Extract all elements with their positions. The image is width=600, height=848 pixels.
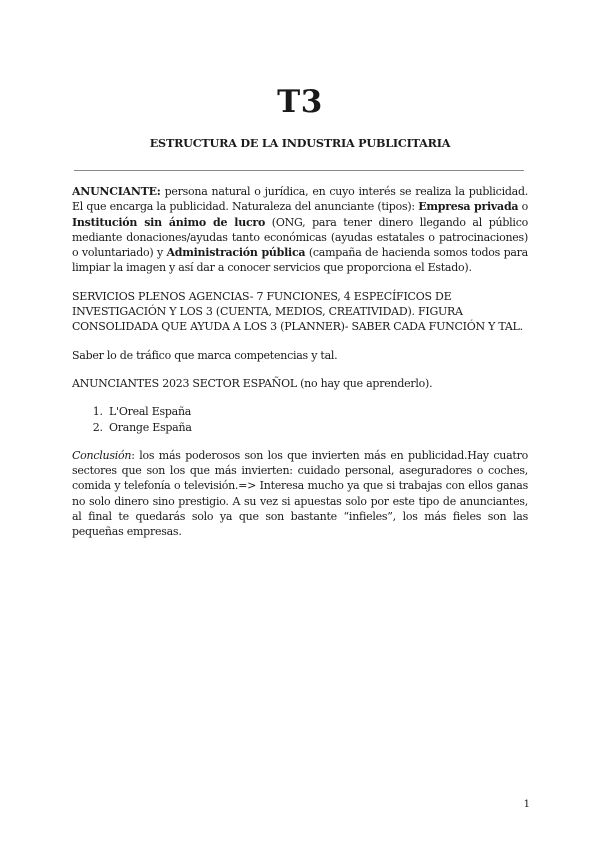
anunciante-type-empresa: Empresa privada xyxy=(418,200,519,214)
anunciantes-2023-heading: ANUNCIANTES 2023 SECTOR ESPAÑOL (no hay que aprenderlo). xyxy=(72,376,433,390)
anunciante-text-1: persona natural o jurídica, en cuyo interés se realiza la publicidad. El que encarga la publicidad. Naturaleza del anunciante (tipos): xyxy=(72,185,528,214)
page-title: T3 xyxy=(277,84,323,120)
anunciante-text-2: (ONG, para tener dinero llegando al público mediante donaciones/ayudas tanto económicas (ayudas estatales o patrocinaciones) o voluntariado) y xyxy=(72,215,528,260)
conclusion-label: Conclusión xyxy=(72,448,132,462)
anunciantes-list xyxy=(72,404,528,435)
document-body xyxy=(72,184,528,553)
list-item: 2. Orange España xyxy=(106,420,528,435)
servicios-paragraph: SERVICIOS PLENOS AGENCIAS- 7 FUNCIONES, 4 ESPECÍFICOS DE INVESTIGACIÓN Y LOS 3 (CUENTA, MEDIOS, CREATIVIDAD). FIGURA CONSOLIDADA QUE AYUDA A LOS 3 (PLANNER)- SABER CADA FUNCIÓN Y TAL. xyxy=(72,289,523,334)
page-number: 1 xyxy=(523,799,530,810)
conclusion-text: : los más poderosos son los que invierten más en publicidad.Hay cuatro sectores que son los que más invierten: cuidado personal, aseguradores o coches, comida y telefonía o televisión.=> Interesa mucho ya que si trabajas con ellos ganas no solo dinero sino prestigio. A su vez si apuestas solo por este tipo de anunciantes, al final te quedarás solo ya que son bastante “infieles”, los más fieles son las pequeñas empresas. xyxy=(72,448,528,539)
anunciante-term: ANUNCIANTE: xyxy=(72,185,161,198)
page-subtitle: ESTRUCTURA DE LA INDUSTRIA PUBLICITARIA xyxy=(149,136,451,150)
anunciante-type-institucion: Institución sin ánimo de lucro xyxy=(72,215,266,229)
conclusion-paragraph xyxy=(72,448,528,540)
list-item: 1. L'Oreal España xyxy=(106,404,528,419)
anunciante-paragraph xyxy=(72,184,528,276)
horizontal-divider xyxy=(74,170,524,171)
anunciante-text-3: (campaña de hacienda somos todos para limpiar la imagen y así dar a conocer servicios que proporciona el Estado). xyxy=(72,246,528,275)
anunciante-connector: o xyxy=(518,200,528,214)
anunciante-type-administracion: Administración pública xyxy=(166,246,306,260)
trafico-paragraph: Saber lo de tráfico que marca competencias y tal. xyxy=(72,348,338,362)
